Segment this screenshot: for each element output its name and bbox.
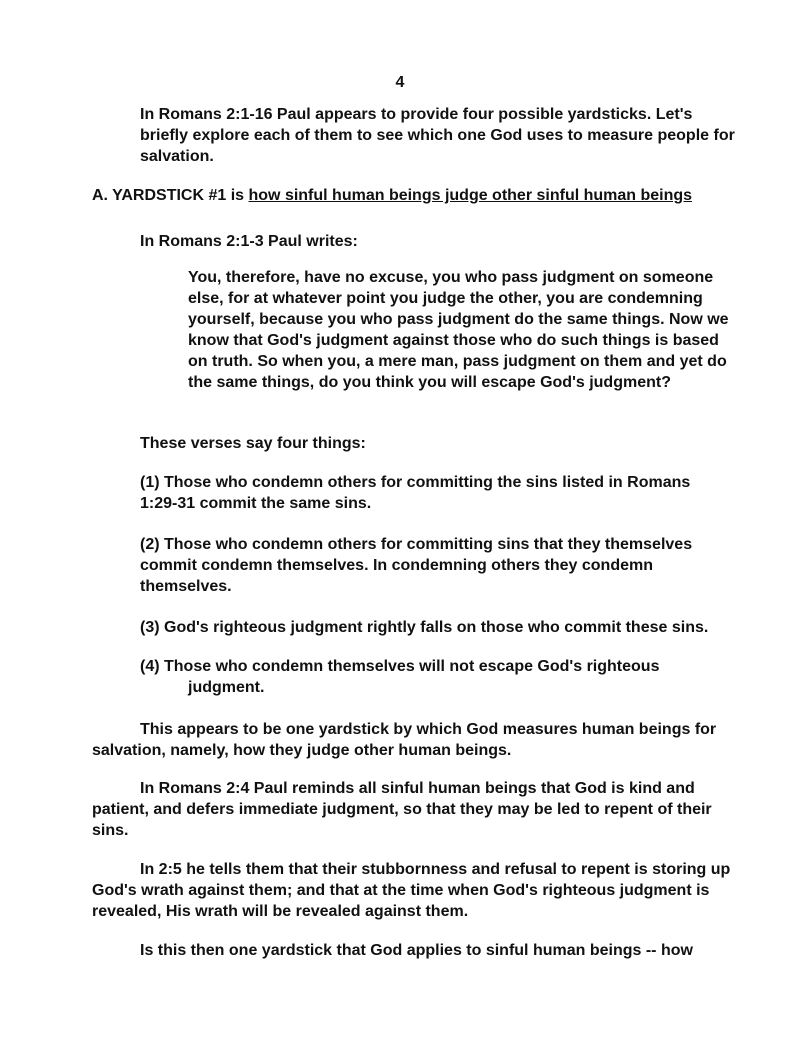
page-number: 4: [395, 74, 405, 91]
section-heading: [92, 185, 772, 206]
heading-underlined: how sinful human beings judge other sinful human beings: [248, 187, 693, 204]
point-4: (4) Those who condemn themselves will not escape God's righteous judgment.: [140, 658, 660, 696]
scripture-quote: You, therefore, have no excuse, you who pass judgment on someone else, for at whatever point you judge the other, you are condemning yourself, because you who pass judgment do the same things. Now we know that God's judgment against those who do such things is based on truth. So when you, a mere man, pass judgment on them and yet do the same things, do you think you will escape God's judgment?: [188, 269, 729, 391]
intro-paragraph: In Romans 2:1-16 Paul appears to provide four possible yardsticks. Let's briefly explore each of them to see which one God uses to measure people for salvation.: [140, 106, 735, 165]
heading-prefix: A. YARDSTICK #1 is: [92, 187, 249, 204]
lead-in: In Romans 2:1-3 Paul writes:: [140, 233, 358, 250]
point-2: (2) Those who condemn others for committing sins that they themselves commit condemn themselves. In condemning others they condemn themselves.: [140, 536, 693, 595]
verses-intro: These verses say four things:: [140, 435, 366, 452]
paragraph-romans-2-5: In 2:5 he tells them that their stubbornness and refusal to repent is storing up God's wrath against them; and that at the time when God's righteous judgment is revealed, His wrath will be revealed against them.: [92, 861, 731, 920]
paragraph-romans-2-4: In Romans 2:4 Paul reminds all sinful human beings that God is kind and patient, and defers immediate judgment, so that they may be led to repent of their sins.: [92, 780, 712, 839]
point-1: (1) Those who condemn others for committing the sins listed in Romans 1:29-31 commit the same sins.: [140, 474, 691, 512]
paragraph-yardstick: This appears to be one yardstick by which God measures human beings for salvation, namely, how they judge other human beings.: [92, 721, 717, 759]
paragraph-closing: Is this then one yardstick that God applies to sinful human beings -- how: [140, 942, 693, 959]
point-3: (3) God's righteous judgment rightly falls on those who commit these sins.: [140, 619, 709, 636]
